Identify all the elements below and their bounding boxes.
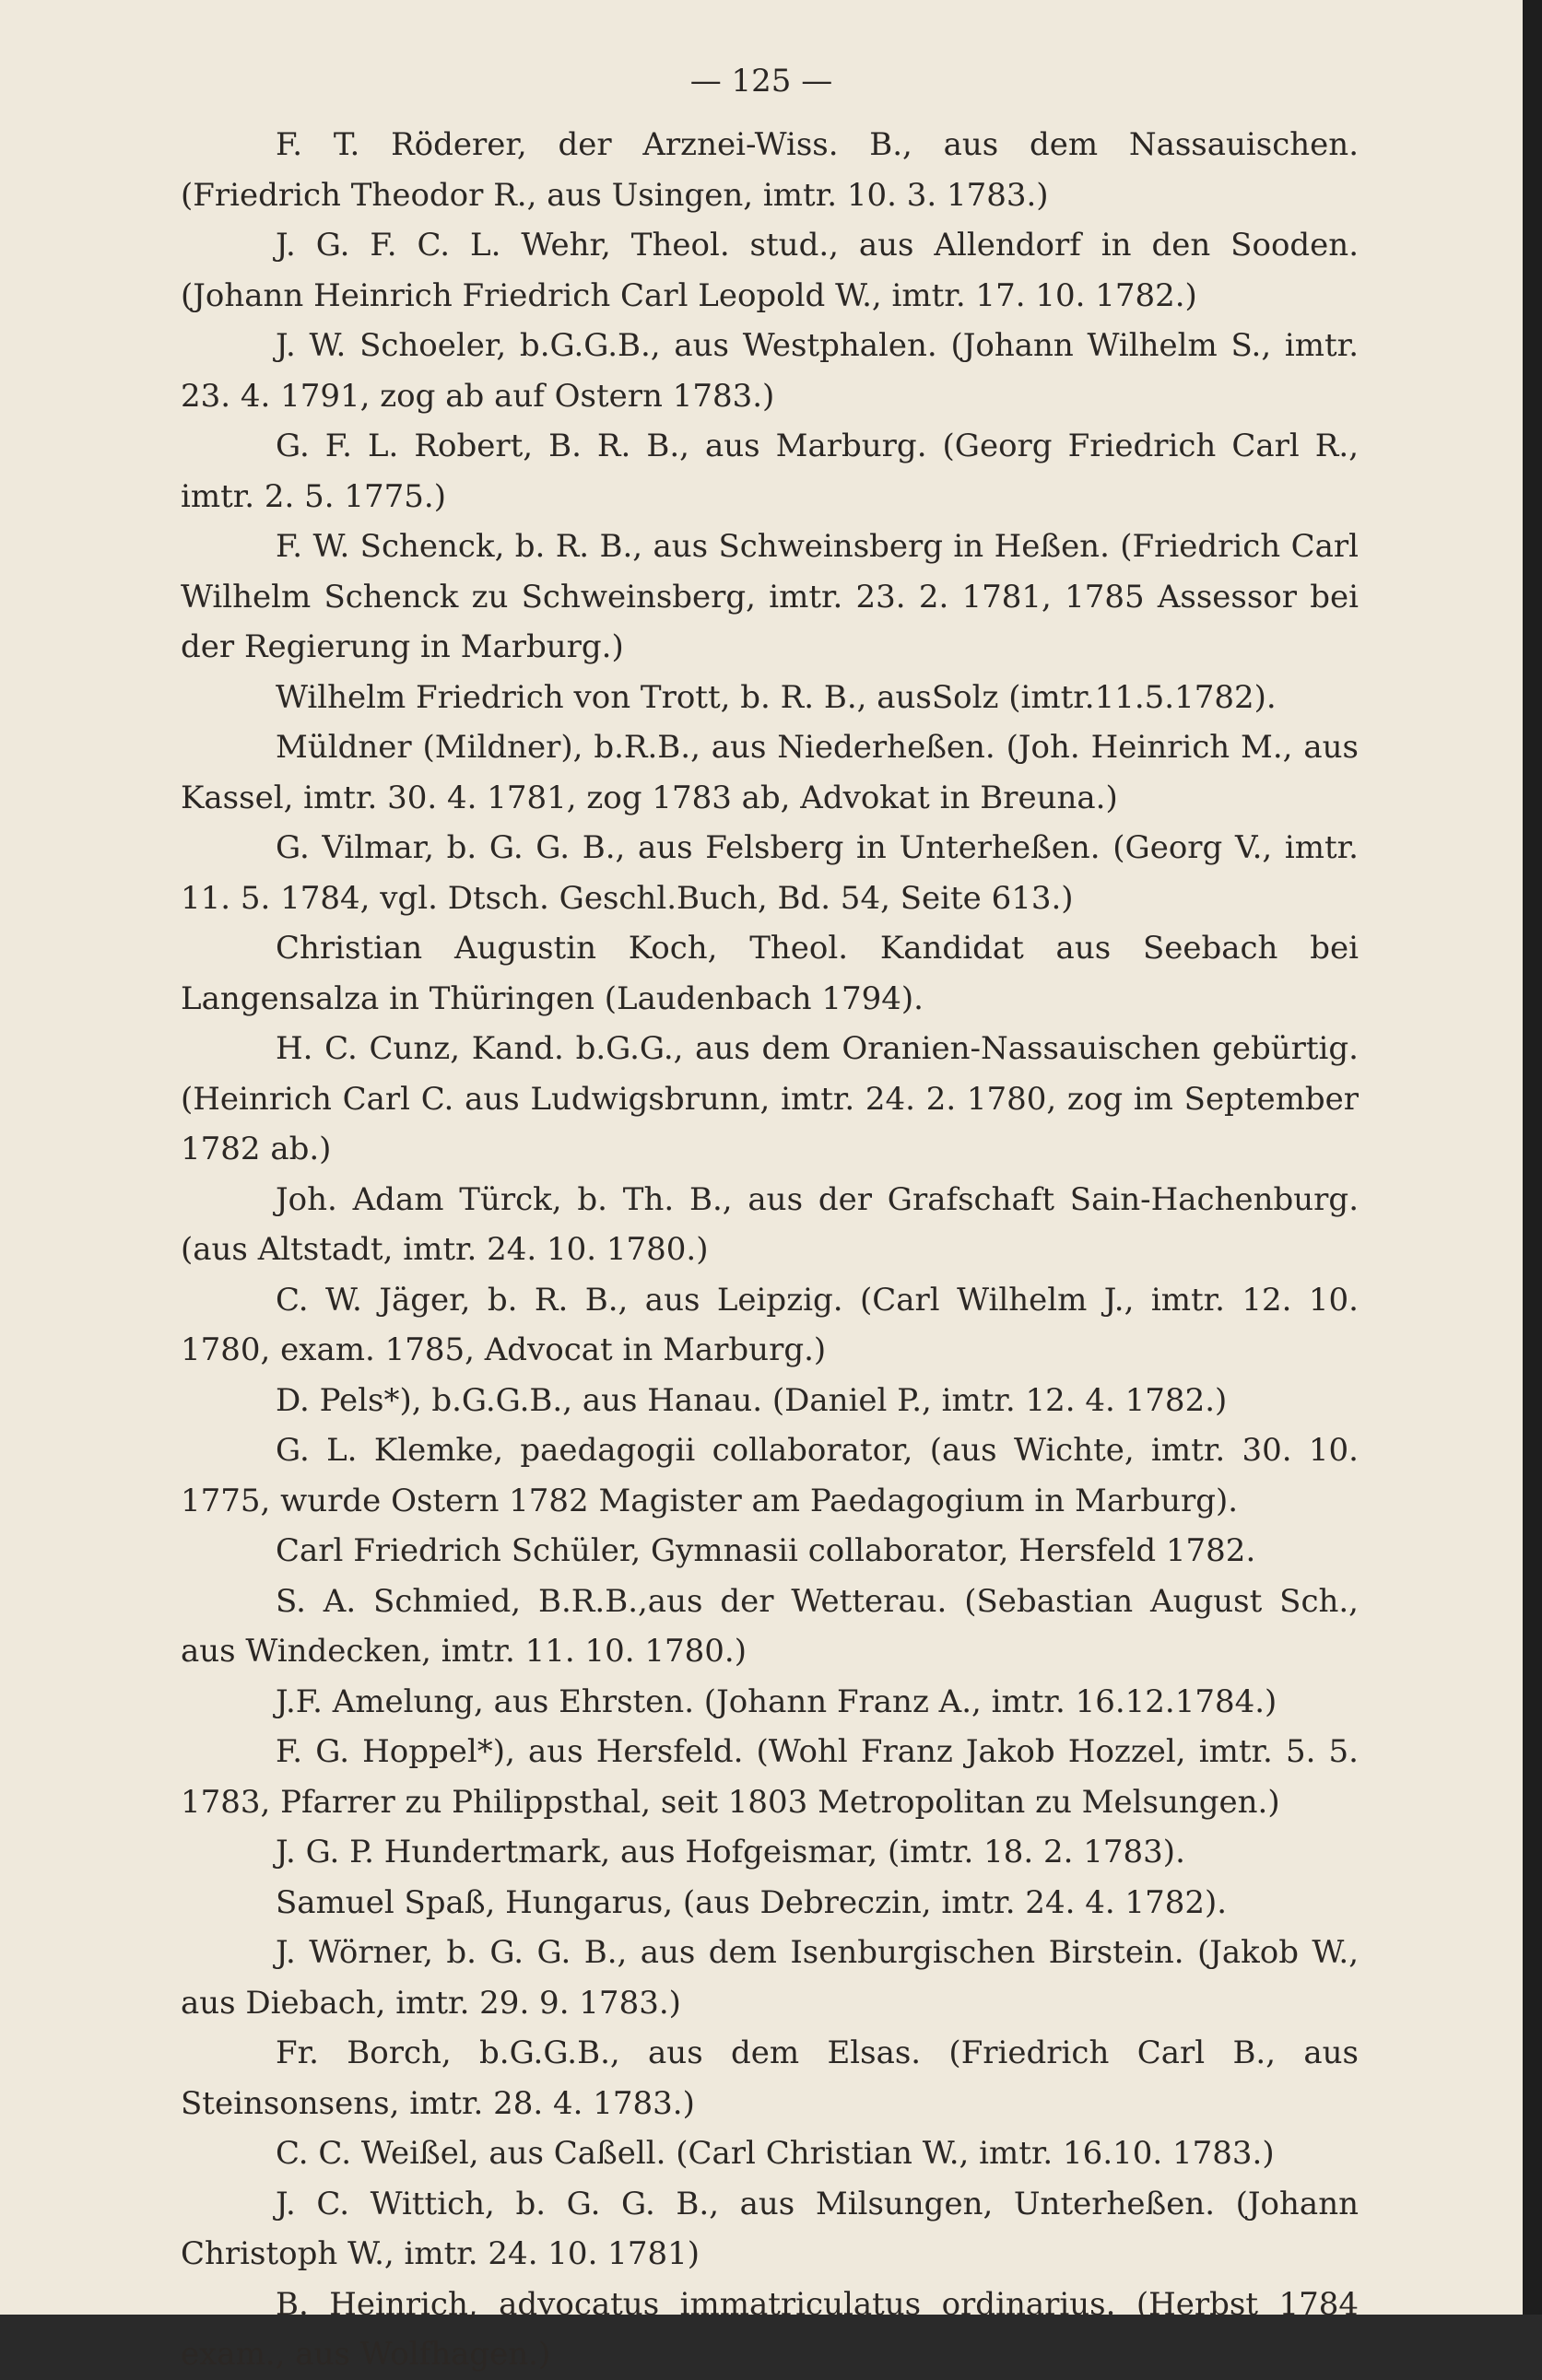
register-entry: Joh. Adam Türck, b. Th. B., aus der Grafschaft Sain-Hachenburg. (aus Altstadt, imtr. 24. 10. 1780.) bbox=[181, 1180, 1359, 1268]
register-entry: G. Vilmar, b. G. G. B., aus Felsberg in Unterheßen. (Georg V., imtr. 11. 5. 1784, vgl. Dtsch. Geschl.Buch, Bd. 54, Seite 613.) bbox=[181, 829, 1359, 917]
register-entry: J. G. P. Hundertmark, aus Hofgeismar, (imtr. 18. 2. 1783). bbox=[276, 1834, 1185, 1870]
register-entry: J. Wörner, b. G. G. B., aus dem Isenburgischen Birstein. (Jakob W., aus Diebach, imtr. 29. 9. 1783.) bbox=[181, 1934, 1359, 2022]
register-entry: Müldner (Mildner), b.R.B., aus Niederheßen. (Joh. Heinrich M., aus Kassel, imtr. 30. 4. 1781, zog 1783 ab, Advokat in Breuna.) bbox=[181, 729, 1359, 816]
register-entries bbox=[181, 120, 1359, 2380]
register-entry: J. G. F. C. L. Wehr, Theol. stud., aus Allendorf in den Sooden. (Johann Heinrich Friedrich Carl Leopold W., imtr. 17. 10. 1782.) bbox=[181, 227, 1359, 314]
register-entry: F. W. Schenck, b. R. B., aus Schweinsberg in Heßen. (Friedrich Carl Wilhelm Schenck zu Schweinsberg, imtr. 23. 2. 1781, 1785 Assessor bei der Regierung in Marburg.) bbox=[181, 528, 1359, 665]
page-number: — 125 — bbox=[689, 63, 833, 100]
register-entry: Wilhelm Friedrich von Trott, b. R. B., ausSolz (imtr.11.5.1782). bbox=[276, 678, 1277, 716]
register-entry: C. C. Weißel, aus Caßell. (Carl Christian W., imtr. 16.10. 1783.) bbox=[276, 2135, 1275, 2172]
scan-edge bbox=[1523, 0, 1542, 2315]
register-entry: J.F. Amelung, aus Ehrsten. (Johann Franz A., imtr. 16.12.1784.) bbox=[276, 1682, 1277, 1720]
register-entry: C. W. Jäger, b. R. B., aus Leipzig. (Carl Wilhelm J., imtr. 12. 10. 1780, exam. 1785, Advocat in Marburg.) bbox=[181, 1281, 1359, 1368]
register-entry: G. F. L. Robert, B. R. B., aus Marburg. (Georg Friedrich Carl R., imtr. 2. 5. 1775.) bbox=[181, 428, 1359, 515]
register-entry: Samuel Spaß, Hungarus, (aus Debreczin, imtr. 24. 4. 1782). bbox=[276, 1883, 1228, 1921]
register-entry: Christian Augustin Koch, Theol. Kandidat aus Seebach bei Langensalza in Thüringen (Laudenbach 1794). bbox=[181, 930, 1359, 1017]
register-entry: F. G. Hoppel*), aus Hersfeld. (Wohl Franz Jakob Hozzel, imtr. 5. 5. 1783, Pfarrer zu Philippsthal, seit 1803 Metropolitan zu Melsungen.) bbox=[181, 1733, 1359, 1821]
register-entry: Carl Friedrich Schüler, Gymnasii collaborator, Hersfeld 1782. bbox=[276, 1532, 1256, 1569]
register-entry: H. C. Cunz, Kand. b.G.G., aus dem Oranien-Nassauischen gebürtig. (Heinrich Carl C. aus Ludwigsbrunn, imtr. 24. 2. 1780, zog im September 1782 ab.) bbox=[181, 1030, 1359, 1167]
register-entry: J. W. Schoeler, b.G.G.B., aus Westphalen. (Johann Wilhelm S., imtr. 23. 4. 1791, zog ab auf Ostern 1783.) bbox=[181, 327, 1359, 415]
register-entry: D. Pels*), b.G.G.B., aus Hanau. (Daniel P., imtr. 12. 4. 1782.) bbox=[276, 1381, 1228, 1419]
register-entry: Fr. Borch, b.G.G.B., aus dem Elsas. (Friedrich Carl B., aus Steinsonsens, imtr. 28. 4. 1783.) bbox=[181, 2034, 1359, 2122]
register-entry: F. T. Röderer, der Arznei-Wiss. B., aus dem Nassauischen. (Friedrich Theodor R., aus Usingen, imtr. 10. 3. 1783.) bbox=[181, 126, 1359, 214]
register-entry: G. L. Klemke, paedagogii collaborator, (aus Wichte, imtr. 30. 10. 1775, wurde Ostern 1782 Magister am Paedagogium in Marburg). bbox=[181, 1432, 1359, 1519]
register-entry: B. Heinrich, advocatus immatriculatus ordinarius. (Herbst 1784 exam., aus Wolfhagen.) bbox=[181, 2285, 1359, 2373]
register-entry: J. C. Wittich, b. G. G. B., aus Milsungen, Unterheßen. (Johann Christoph W., imtr. 24. 10. 1781) bbox=[181, 2185, 1359, 2272]
register-entry: S. A. Schmied, B.R.B.,aus der Wetterau. (Sebastian August Sch., aus Windecken, imtr. 11. 10. 1780.) bbox=[181, 1582, 1359, 1670]
